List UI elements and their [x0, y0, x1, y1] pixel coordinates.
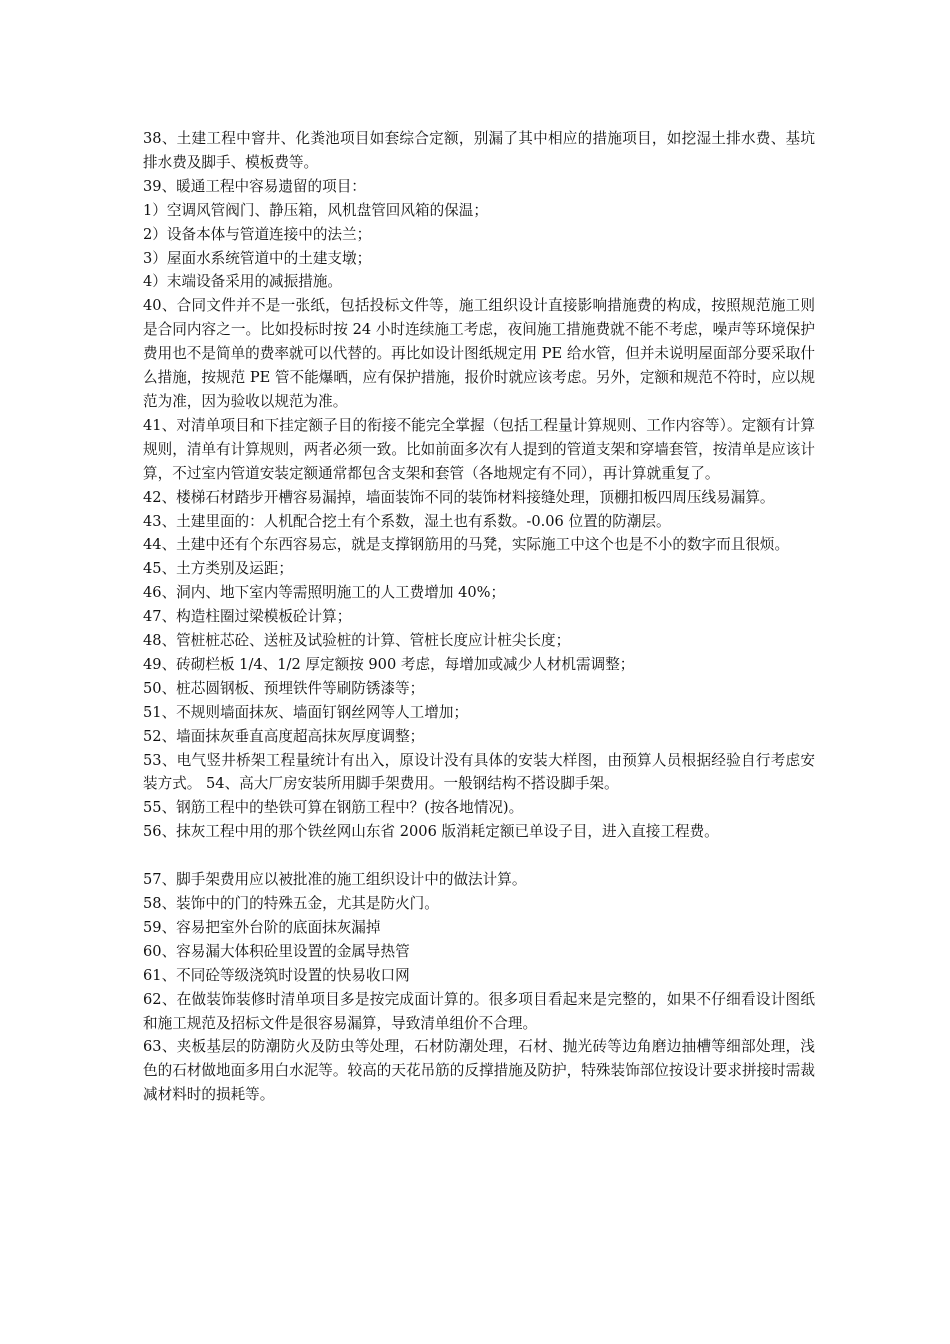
- paragraph-39-item-2: 2）设备本体与管道连接中的法兰；: [143, 225, 372, 243]
- paragraph-45: 45、土方类别及运距；: [143, 560, 293, 578]
- paragraph-43: 43、土建里面的：人机配合挖土有个系数，湿土也有系数。-0.06 位置的防潮层。: [143, 512, 671, 530]
- paragraph-63: 63、夹板基层的防潮防火及防虫等处理，石材防潮处理，石材、抛光砖等边角磨边抽槽等细部处理，浅色的石材做地面多用白水泥等。较高的天花吊筋的反撑措施及防护，特殊装饰部位按设计要求拼接时需裁减材料时的损耗等。: [143, 1038, 815, 1104]
- paragraph-61: 61、不同砼等级浇筑时设置的快易收口网: [143, 966, 410, 984]
- paragraph-39-item-4: 4）末端设备采用的减振措施。: [143, 273, 343, 291]
- paragraph-38: 38、土建工程中窨井、化粪池项目如套综合定额，别漏了其中相应的措施项目，如挖湿土排水费、基坑排水费及脚手、模板费等。: [143, 130, 815, 171]
- paragraph-47: 47、构造柱圈过梁模板砼计算；: [143, 608, 352, 626]
- paragraph-41: 41、对清单项目和下挂定额子目的衔接不能完全掌握（包括工程量计算规则、工作内容等）。定额有计算规则，清单有计算规则，两者必须一致。比如前面多次有人提到的管道支架和穿墙套管，按清单是应该计算，不过室内管道安装定额通常都包含支架和套管（各地规定有不同），再计算就重复了。: [143, 416, 815, 482]
- paragraph-52: 52、墙面抹灰垂直高度超高抹灰厚度调整；: [143, 727, 425, 745]
- paragraph-60: 60、容易漏大体积砼里设置的金属导热管: [143, 942, 410, 960]
- paragraph-57: 57、脚手架费用应以被批准的施工组织设计中的做法计算。: [143, 871, 527, 889]
- paragraph-50: 50、桩芯圆钢板、预埋铁件等刷防锈漆等；: [143, 679, 425, 697]
- paragraph-58: 58、装饰中的门的特殊五金，尤其是防火门。: [143, 894, 439, 912]
- paragraph-40: 40、合同文件并不是一张纸，包括投标文件等，施工组织设计直接影响措施费的构成，按照规范施工则是合同内容之一。比如投标时按 24 小时连续施工考虑，夜间施工措施费就不能不考虑，噪声等环境保护费用也不是简单的费率就可以代替的。再比如设计图纸规定用 PE 给水管，但并未说明屋面部分要采取什么措施，按规范 PE 管不能爆晒，应有保护措施，报价时就应该考虑。另外，定额和规范不符时，应以规范为准，因为验收以规范为准。: [143, 297, 815, 410]
- paragraph-53-54: 53、电气竖井桥架工程量统计有出入，原设计没有具体的安装大样图，由预算人员根据经验自行考虑安装方式。 54、高大厂房安装所用脚手架费用。一般钢结构不搭设脚手架。: [143, 751, 815, 793]
- paragraph-59: 59、容易把室外台阶的底面抹灰漏掉: [143, 918, 381, 936]
- paragraph-39-item-1: 1）空调风管阀门、静压箱，风机盘管回风箱的保温；: [143, 201, 488, 219]
- paragraph-48: 48、管桩桩芯砼、送桩及试验桩的计算、管桩长度应计桩尖长度；: [143, 632, 571, 650]
- paragraph-46: 46、洞内、地下室内等需照明施工的人工费增加 40%；: [143, 584, 506, 602]
- paragraph-56: 56、抹灰工程中用的那个铁丝网山东省 2006 版消耗定额已单设子目，进入直接工程费。: [143, 823, 719, 841]
- paragraph-42: 42、楼梯石材踏步开槽容易漏掉，墙面装饰不同的装饰材料接缝处理，顶棚扣板四周压线易漏算。: [143, 488, 775, 506]
- paragraph-44: 44、土建中还有个东西容易忘，就是支撑钢筋用的马凳，实际施工中这个也是不小的数字而且很烦。: [143, 536, 790, 554]
- blank-line: [143, 844, 815, 868]
- paragraph-51: 51、不规则墙面抹灰、墙面钉钢丝网等人工增加；: [143, 703, 469, 721]
- paragraph-39: 39、暖通工程中容易遗留的项目：: [143, 177, 366, 195]
- paragraph-62: 62、在做装饰装修时清单项目多是按完成面计算的。很多项目看起来是完整的，如果不仔细看设计图纸和施工规范及招标文件是很容易漏算，导致清单组价不合理。: [143, 990, 815, 1032]
- paragraph-39-item-3: 3）屋面水系统管道中的土建支墩；: [143, 249, 372, 267]
- paragraph-49: 49、砖砌栏板 1/4、1/2 厚定额按 900 考虑，每增加或减少人材机需调整；: [143, 655, 635, 673]
- paragraph-55: 55、钢筋工程中的垫铁可算在钢筋工程中？(按各地情况)。: [143, 799, 524, 817]
- document-body: [143, 127, 815, 1107]
